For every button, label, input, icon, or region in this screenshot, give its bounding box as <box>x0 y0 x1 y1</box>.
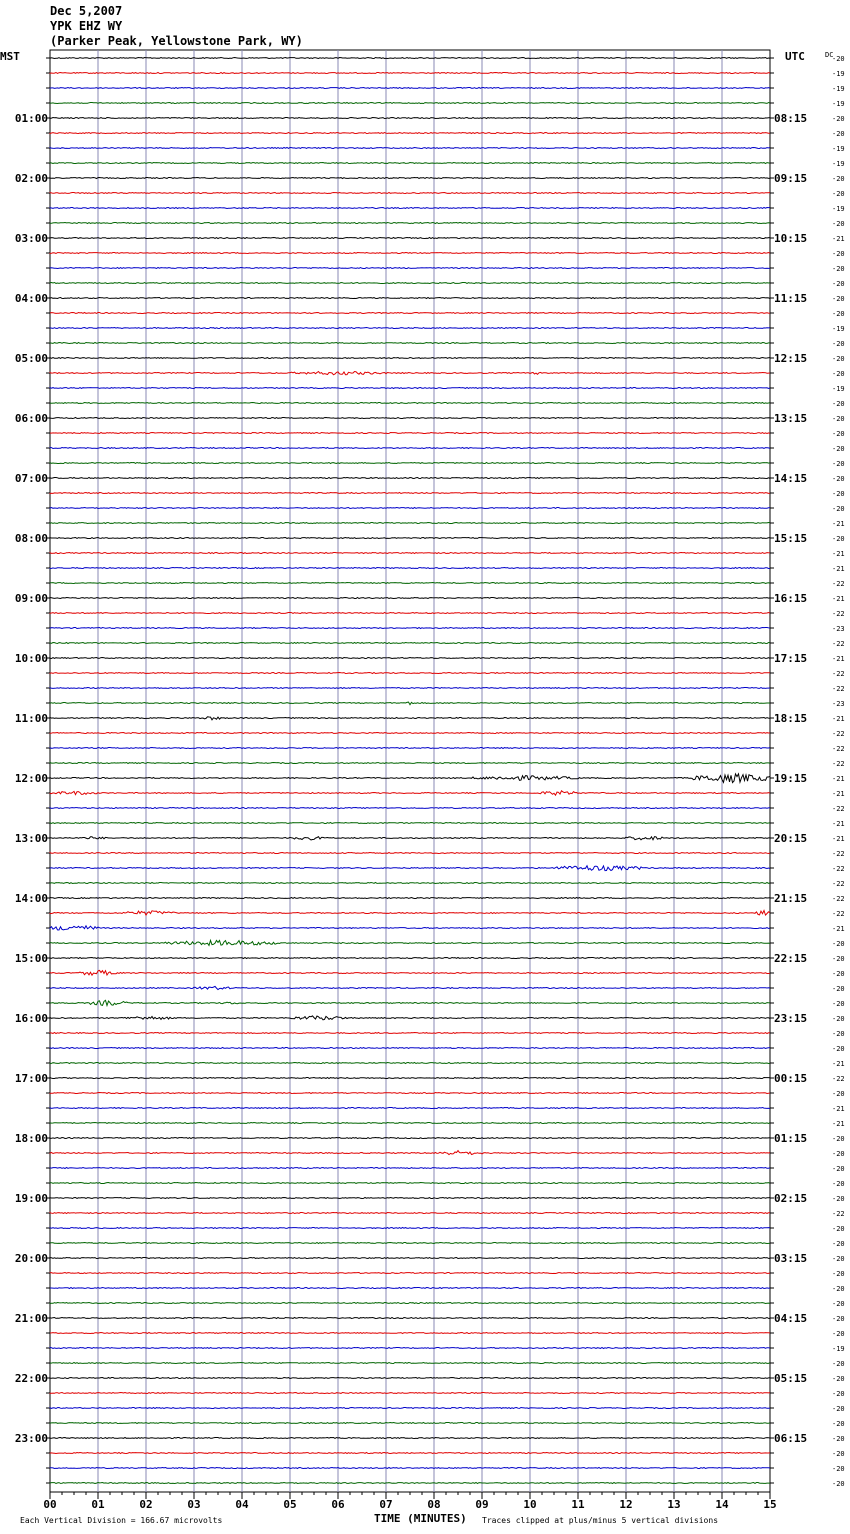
dc-offset-label: -19 <box>832 1345 845 1353</box>
trace-row <box>50 853 770 854</box>
dc-offset-label: -22 <box>832 865 845 873</box>
dc-offset-label: -20 <box>832 130 845 138</box>
x-tick-label: 14 <box>715 1498 729 1511</box>
trace-row <box>50 1408 770 1409</box>
mst-axis-label: MST <box>0 50 20 63</box>
trace-row <box>50 1048 770 1049</box>
dc-offset-label: -20 <box>832 970 845 978</box>
dc-offset-label: -20 <box>832 430 845 438</box>
utc-hour-label: 22:15 <box>774 952 808 965</box>
dc-offset-label: -20 <box>832 415 845 423</box>
utc-hour-label: 09:15 <box>774 172 808 185</box>
trace-row <box>50 1453 770 1454</box>
mst-hour-label: 22:00 <box>14 1372 48 1385</box>
dc-offset-label: -20 <box>832 1480 845 1488</box>
trace-row <box>50 911 770 916</box>
dc-offset-label: -20 <box>832 1450 845 1458</box>
scale-note: Each Vertical Division = 166.67 microvolts <box>20 1516 223 1525</box>
dc-offset-label: -21 <box>832 1120 845 1128</box>
mst-hour-label: 06:00 <box>14 412 48 425</box>
mst-hour-label: 01:00 <box>14 112 48 125</box>
utc-hour-label: 03:15 <box>774 1252 808 1265</box>
dc-offset-label: -20 <box>832 55 845 63</box>
trace-row <box>50 1348 770 1349</box>
dc-offset-label: -21 <box>832 715 845 723</box>
trace-row <box>50 328 770 329</box>
trace-row <box>50 448 770 449</box>
dc-offset-label: -20 <box>832 1285 845 1293</box>
mst-hour-label: 05:00 <box>14 352 48 365</box>
trace-row <box>50 808 770 809</box>
dc-offset-label: -20 <box>832 985 845 993</box>
trace-row <box>50 553 770 554</box>
trace-row <box>50 133 770 134</box>
mst-hour-label: 16:00 <box>14 1012 48 1025</box>
x-tick-label: 15 <box>763 1498 777 1511</box>
trace-row <box>50 1438 770 1439</box>
trace-row <box>50 1363 770 1364</box>
trace-row <box>50 538 770 539</box>
dc-offset-label: -21 <box>832 820 845 828</box>
trace-row <box>50 508 770 509</box>
mst-hour-label: 20:00 <box>14 1252 48 1265</box>
dc-offset-label: -20 <box>832 1195 845 1203</box>
utc-hour-label: 12:15 <box>774 352 808 365</box>
dc-offset-label: -20 <box>832 1030 845 1038</box>
trace-row <box>50 103 770 104</box>
trace-row <box>50 1258 770 1259</box>
dc-offset-label: -20 <box>832 1255 845 1263</box>
utc-hour-label: 15:15 <box>774 532 808 545</box>
trace-row <box>50 970 770 975</box>
utc-hour-label: 18:15 <box>774 712 808 725</box>
trace-row <box>50 148 770 149</box>
trace-row <box>50 1273 770 1274</box>
dc-offset-label: -20 <box>832 1165 845 1173</box>
trace-row <box>50 717 770 720</box>
dc-offset-label: -23 <box>832 700 845 708</box>
trace-row <box>50 1078 770 1079</box>
dc-offset-label: -21 <box>832 835 845 843</box>
utc-hour-label: 13:15 <box>774 412 808 425</box>
dc-offset-label: -20 <box>832 460 845 468</box>
dc-offset-label: -21 <box>832 775 845 783</box>
trace-row <box>50 823 770 824</box>
trace-row <box>50 1378 770 1379</box>
trace-row <box>50 1016 770 1020</box>
mst-hour-label: 15:00 <box>14 952 48 965</box>
x-tick-label: 02 <box>139 1498 153 1511</box>
utc-hour-label: 00:15 <box>774 1072 808 1085</box>
dc-offset-label: -20 <box>832 1405 845 1413</box>
trace-row <box>50 837 770 840</box>
dc-offset-label: -20 <box>832 1315 845 1323</box>
dc-offset-label: -20 <box>832 445 845 453</box>
mst-hour-label: 02:00 <box>14 172 48 185</box>
dc-offset-label: -20 <box>832 1015 845 1023</box>
mst-hour-label: 03:00 <box>14 232 48 245</box>
clip-note: Traces clipped at plus/minus 5 vertical divisions <box>482 1516 719 1525</box>
dc-offset-label: -19 <box>832 325 845 333</box>
utc-hour-label: 04:15 <box>774 1312 808 1325</box>
dc-offset-label: -22 <box>832 1075 845 1083</box>
trace-row <box>50 58 770 59</box>
mst-hour-label: 18:00 <box>14 1132 48 1145</box>
dc-offset-label: -22 <box>832 730 845 738</box>
trace-row <box>50 268 770 269</box>
trace-row <box>50 1213 770 1214</box>
utc-hour-label: 21:15 <box>774 892 808 905</box>
dc-offset-label: -19 <box>832 85 845 93</box>
trace-row <box>50 1183 770 1184</box>
mst-hour-label: 23:00 <box>14 1432 48 1445</box>
trace-row <box>50 1033 770 1034</box>
dc-offset-label: -22 <box>832 895 845 903</box>
trace-row <box>50 1168 770 1169</box>
trace-row <box>50 1423 770 1424</box>
trace-row <box>50 1468 770 1469</box>
x-tick-label: 00 <box>43 1498 57 1511</box>
dc-offset-label: -20 <box>832 1300 845 1308</box>
trace-row <box>50 1123 770 1124</box>
trace-row <box>50 1243 770 1244</box>
trace-row <box>50 178 770 179</box>
utc-hour-label: 10:15 <box>774 232 808 245</box>
dc-offset-label: -20 <box>832 1180 845 1188</box>
trace-row <box>50 1318 770 1319</box>
trace-row <box>50 958 770 959</box>
trace-row <box>50 358 770 359</box>
trace-row <box>50 208 770 209</box>
trace-row <box>50 688 770 689</box>
trace-row <box>50 598 770 599</box>
x-tick-label: 07 <box>379 1498 393 1511</box>
trace-row <box>50 1393 770 1394</box>
dc-offset-label: -22 <box>832 760 845 768</box>
dc-offset-label: -20 <box>832 490 845 498</box>
trace-row <box>50 613 770 614</box>
dc-offset-label: -19 <box>832 160 845 168</box>
trace-row <box>50 1333 770 1334</box>
date-label: Dec 5,2007 <box>50 4 123 18</box>
utc-hour-label: 16:15 <box>774 592 808 605</box>
trace-row <box>50 673 770 674</box>
dc-offset-label: -20 <box>832 1330 845 1338</box>
trace-row <box>50 1093 770 1094</box>
dc-offset-label: -22 <box>832 880 845 888</box>
dc-offset-label: -22 <box>832 670 845 678</box>
trace-row <box>50 298 770 299</box>
mst-hour-label: 13:00 <box>14 832 48 845</box>
dc-offset-label: -21 <box>832 235 845 243</box>
dc-offset-label: -22 <box>832 745 845 753</box>
trace-row <box>50 238 770 239</box>
trace-row <box>50 118 770 119</box>
dc-offset-label: -19 <box>832 70 845 78</box>
dc-offset-label: -21 <box>832 595 845 603</box>
dc-offset-label: -22 <box>832 1210 845 1218</box>
dc-offset-label: -20 <box>832 505 845 513</box>
trace-row <box>50 433 770 434</box>
dc-offset-label: -19 <box>832 100 845 108</box>
dc-offset-label: -21 <box>832 565 845 573</box>
trace-row <box>50 223 770 224</box>
location-label: (Parker Peak, Yellowstone Park, WY) <box>50 34 303 48</box>
dc-offset-label: -20 <box>832 1045 845 1053</box>
trace-row <box>50 763 770 764</box>
mst-hour-label: 14:00 <box>14 892 48 905</box>
dc-offset-label: -20 <box>832 1465 845 1473</box>
trace-row <box>50 748 770 749</box>
utc-hour-label: 20:15 <box>774 832 808 845</box>
trace-row <box>50 791 770 795</box>
mst-hour-label: 11:00 <box>14 712 48 725</box>
dc-offset-label: -20 <box>832 1150 845 1158</box>
dc-offset-label: -21 <box>832 550 845 558</box>
dc-offset-label: -20 <box>832 1240 845 1248</box>
trace-row <box>50 883 770 884</box>
trace-row <box>50 163 770 164</box>
trace-row <box>50 1483 770 1484</box>
dc-offset-label: -20 <box>832 1225 845 1233</box>
trace-row <box>50 88 770 89</box>
x-tick-label: 09 <box>475 1498 489 1511</box>
trace-row <box>50 1063 770 1064</box>
dc-offset-label: -22 <box>832 910 845 918</box>
dc-offset-label: -20 <box>832 535 845 543</box>
dc-offset-label: -19 <box>832 205 845 213</box>
dc-offset-label: -20 <box>832 1420 845 1428</box>
trace-row <box>50 866 770 871</box>
trace-row <box>50 986 770 989</box>
dc-offset-label: -20 <box>832 355 845 363</box>
x-tick-label: 12 <box>619 1498 633 1511</box>
utc-hour-label: 11:15 <box>774 292 808 305</box>
trace-row <box>50 1138 770 1139</box>
x-tick-label: 13 <box>667 1498 681 1511</box>
trace-row <box>50 343 770 344</box>
x-axis-label: TIME (MINUTES) <box>374 1512 467 1525</box>
station-label: YPK EHZ WY <box>50 19 123 33</box>
utc-hour-label: 17:15 <box>774 652 808 665</box>
trace-row <box>50 1303 770 1304</box>
labels <box>15 55 845 1511</box>
dc-offset-label: -21 <box>832 1060 845 1068</box>
dc-offset-label: -21 <box>832 520 845 528</box>
trace-row <box>50 253 770 254</box>
utc-hour-label: 02:15 <box>774 1192 808 1205</box>
mst-hour-label: 17:00 <box>14 1072 48 1085</box>
dc-offset-label: -23 <box>832 625 845 633</box>
trace-row <box>50 388 770 389</box>
dc-offset-label: -19 <box>832 385 845 393</box>
trace-row <box>50 523 770 524</box>
dc-offset-label: -20 <box>832 400 845 408</box>
dc-offset-label: -20 <box>832 1000 845 1008</box>
trace-row <box>50 1151 770 1155</box>
dc-offset-label: -21 <box>832 655 845 663</box>
dc-offset-label: -22 <box>832 805 845 813</box>
trace-row <box>50 940 770 945</box>
dc-offset-label: -22 <box>832 640 845 648</box>
dc-offset-label: -19 <box>832 145 845 153</box>
mst-hour-label: 19:00 <box>14 1192 48 1205</box>
trace-row <box>50 658 770 659</box>
trace-row <box>50 193 770 194</box>
trace-row <box>50 643 770 644</box>
utc-hour-label: 06:15 <box>774 1432 808 1445</box>
dc-label: DC <box>825 51 834 59</box>
dc-offset-label: -20 <box>832 1090 845 1098</box>
trace-row <box>50 1288 770 1289</box>
dc-offset-label: -20 <box>832 370 845 378</box>
mst-hour-label: 04:00 <box>14 292 48 305</box>
mst-hour-label: 10:00 <box>14 652 48 665</box>
mst-hour-label: 21:00 <box>14 1312 48 1325</box>
dc-offset-label: -20 <box>832 1135 845 1143</box>
x-tick-label: 01 <box>91 1498 105 1511</box>
dc-offset-label: -20 <box>832 1435 845 1443</box>
x-tick-label: 04 <box>235 1498 249 1511</box>
dc-offset-label: -20 <box>832 310 845 318</box>
x-tick-label: 11 <box>571 1498 585 1511</box>
x-tick-label: 08 <box>427 1498 441 1511</box>
dc-offset-label: -22 <box>832 685 845 693</box>
trace-row <box>50 313 770 314</box>
dc-offset-label: -20 <box>832 265 845 273</box>
trace-row <box>50 1228 770 1229</box>
x-tick-label: 06 <box>331 1498 345 1511</box>
trace-row <box>50 926 770 930</box>
traces <box>50 58 770 1484</box>
mst-hour-label: 07:00 <box>14 472 48 485</box>
utc-hour-label: 23:15 <box>774 1012 808 1025</box>
plot-frame <box>50 50 770 1492</box>
trace-row <box>50 1000 770 1005</box>
dc-offset-label: -20 <box>832 955 845 963</box>
dc-offset-label: -20 <box>832 295 845 303</box>
trace-row <box>50 283 770 284</box>
dc-offset-label: -21 <box>832 790 845 798</box>
trace-row <box>50 898 770 899</box>
trace-row <box>50 418 770 419</box>
dc-offset-label: -20 <box>832 250 845 258</box>
trace-row <box>50 463 770 464</box>
trace-row <box>50 493 770 494</box>
mst-hour-label: 12:00 <box>14 772 48 785</box>
dc-offset-label: -20 <box>832 220 845 228</box>
x-tick-label: 10 <box>523 1498 537 1511</box>
dc-offset-label: -20 <box>832 1375 845 1383</box>
dc-offset-label: -21 <box>832 1105 845 1113</box>
dc-offset-label: -20 <box>832 940 845 948</box>
dc-offset-label: -20 <box>832 475 845 483</box>
utc-axis-label: UTC <box>785 50 805 63</box>
trace-row <box>50 774 770 783</box>
trace-row <box>50 568 770 569</box>
dc-offset-label: -20 <box>832 1360 845 1368</box>
utc-hour-label: 01:15 <box>774 1132 808 1145</box>
dc-offset-label: -20 <box>832 175 845 183</box>
trace-row <box>50 628 770 629</box>
utc-hour-label: 19:15 <box>774 772 808 785</box>
mst-hour-label: 09:00 <box>14 592 48 605</box>
utc-hour-label: 05:15 <box>774 1372 808 1385</box>
trace-row <box>50 372 770 375</box>
utc-hour-label: 08:15 <box>774 112 808 125</box>
dc-offset-label: -22 <box>832 610 845 618</box>
trace-row <box>50 733 770 734</box>
trace-row <box>50 478 770 479</box>
dc-offset-label: -22 <box>832 580 845 588</box>
dc-offset-label: -20 <box>832 340 845 348</box>
trace-row <box>50 583 770 584</box>
dc-offset-label: -20 <box>832 1270 845 1278</box>
x-tick-label: 05 <box>283 1498 297 1511</box>
trace-row <box>50 1108 770 1109</box>
utc-hour-label: 14:15 <box>774 472 808 485</box>
dc-offset-label: -21 <box>832 925 845 933</box>
dc-offset-label: -20 <box>832 190 845 198</box>
x-tick-label: 03 <box>187 1498 201 1511</box>
trace-row <box>50 702 770 705</box>
dc-offset-label: -22 <box>832 850 845 858</box>
trace-row <box>50 1198 770 1199</box>
dc-offset-label: -20 <box>832 1390 845 1398</box>
dc-offset-label: -20 <box>832 280 845 288</box>
mst-hour-label: 08:00 <box>14 532 48 545</box>
trace-row <box>50 73 770 74</box>
trace-row <box>50 403 770 404</box>
dc-offset-label: -20 <box>832 115 845 123</box>
